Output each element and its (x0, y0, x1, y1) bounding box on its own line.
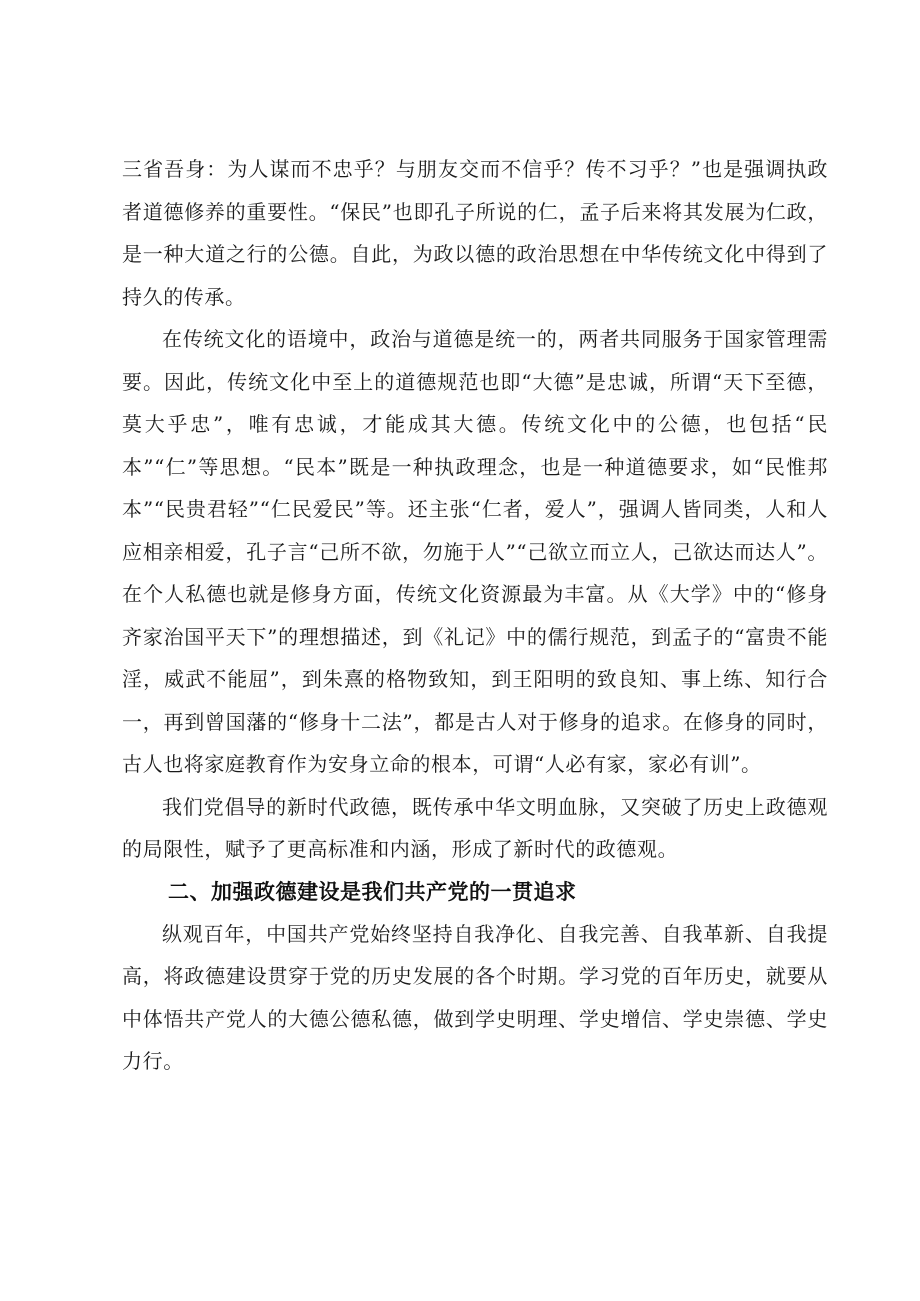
paragraph-century-review: 纵观百年，中国共产党始终坚持自我净化、自我完善、自我革新、自我提高，将政德建设贯穿于党的历史发展的各个时期。学习党的百年历史，就要从中体悟共产党人的大德公德私德，做到学史明理、学史增信、学史崇德、学史力行。 (122, 921, 828, 1073)
paragraph-new-era-ethics: 我们党倡导的新时代政德，既传承中华文明血脉，又突破了历史上政德观的局限性，赋予了更高标准和内涵，形成了新时代的政德观。 (122, 794, 828, 861)
paragraph-traditional-culture: 在传统文化的语境中，政治与道德是统一的，两者共同服务于国家管理需要。因此，传统文化中至上的道德规范也即“大德”是忠诚，所谓“天下至德，莫大乎忠”，唯有忠诚，才能成其大德。传统文化中的公德，也包括“民本”“仁”等思想。“民本”既是一种执政理念，也是一种道德要求，如“民惟邦本”“民贵君轻”“仁民爱民”等。还主张“仁者，爱人”，强调人皆同类，人和人应相亲相爱，孔子言“己所不欲，勿施于人”“己欲立而立人，己欲达而达人”。在个人私德也就是修身方面，传统文化资源最为丰富。从《大学》中的“修身齐家治国平天下”的理想描述，到《礼记》中的儒行规范，到孟子的“富贵不能淫，威武不能屈”，到朱熹的格物致知，到王阳明的致良知、事上练、知行合一，再到曾国藩的“修身十二法”，都是古人对于修身的追求。在修身的同时，古人也将家庭教育作为安身立命的根本，可谓“人必有家，家必有训”。 (122, 327, 828, 776)
document-body (122, 148, 828, 1083)
section-heading: 二、加强政德建设是我们共产党的一贯追求 (168, 879, 577, 904)
paragraph-continued: 三省吾身：为人谋而不忠乎？与朋友交而不信乎？传不习乎？”也是强调执政者道德修养的重要性。“保民”也即孔子所说的仁，孟子后来将其发展为仁政，是一种大道之行的公德。自此，为政以德的政治思想在中华传统文化中得到了持久的传承。 (122, 157, 828, 309)
